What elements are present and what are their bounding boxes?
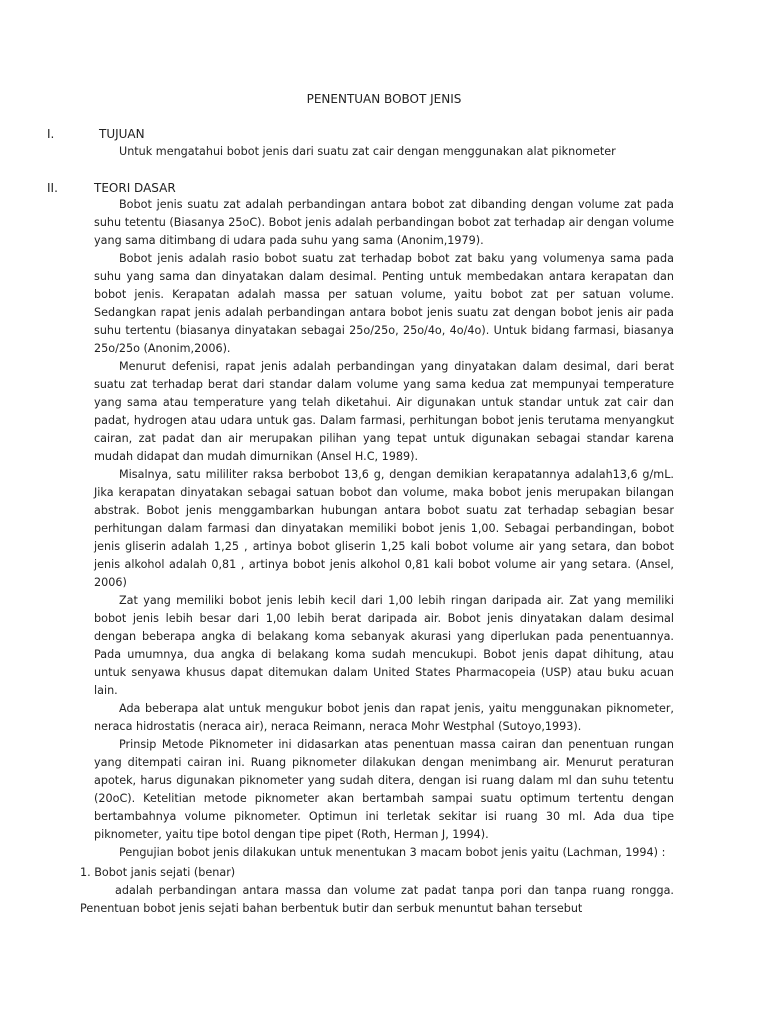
paragraph: Menurut defenisi, rapat jenis adalah perbandingan yang dinyatakan dalam desimal, dari berat suatu zat terhadap berat dari standar dalam volume yang sama kedua zat mempunyai temperature yang sama atau temperature yang telah diketahui. Air digunakan untuk standar untuk zat cair dan padat, hydrogen atau udara untuk gas. Dalam farmasi, perhitungan bobot jenis terutama menyangkut cairan, zat padat dan air merupakan pilihan yang tepat untuk digunakan sebagai standar karena mudah didapat dan mudah dimurnikan (Ansel H.C, 1989).: [94, 360, 674, 463]
paragraph: Pengujian bobot jenis dilakukan untuk menentukan 3 macam bobot jenis yaitu (Lachman, 1994) :: [119, 846, 666, 859]
paragraph: Prinsip Metode Piknometer ini didasarkan atas penentuan massa cairan dan penentuan rungan yang ditempati cairan ini. Ruang piknometer dilakukan dengan menimbang air. Menurut peraturan apotek, harus digunakan piknometer yang sudah ditera, dengan isi ruang dalam ml dan suhu tetentu (20oC). Ketelitian metode piknometer akan bertambah sampai suatu optimum tertentu dengan bertambahnya volume piknometer. Optimun ini terletak sekitar isi ruang 30 ml. Ada dua tipe piknometer, yaitu tipe botol dengan tipe pipet (Roth, Herman J, 1994).: [94, 738, 674, 841]
paragraph: Bobot jenis adalah rasio bobot suatu zat terhadap bobot zat baku yang volumenya sama pada suhu yang sama dan dinyatakan dalam desimal. Penting untuk membedakan antara kerapatan dan bobot jenis. Kerapatan adalah massa per satuan volume, yaitu bobot zat per satuan volume. Sedangkan rapat jenis adalah perbandingan antara bobot jenis suatu zat dengan bobot jenis air pada suhu tertentu (biasanya dinyatakan sebagai 25o/25o, 25o/4o, 4o/4o). Untuk bidang farmasi, biasanya 25o/25o (Anonim,2006).: [94, 252, 674, 355]
tujuan-text: Untuk mengatahui bobot jenis dari suatu zat cair dengan menggunakan alat piknometer: [119, 145, 616, 158]
paragraph: Zat yang memiliki bobot jenis lebih kecil dari 1,00 lebih ringan daripada air. Zat yang memiliki bobot jenis lebih besar dari 1,00 lebih berat daripada air. Bobot jenis dinyatakan dalam desimal dengan beberapa angka di belakang koma sebanyak akurasi yang diperlukan pada penentuannya. Pada umumnya, dua angka di belakang koma sudah mencukupi. Bobot jenis dapat dihitung, atau untuk senyawa khusus dapat ditemukan dalam United States Pharmacopeia (USP) atau buku acuan lain.: [94, 594, 674, 697]
paragraph: Bobot jenis suatu zat adalah perbandingan antara bobot zat dibanding dengan volume zat pada suhu tetentu (Biasanya 25oC). Bobot jenis adalah perbandingan bobot zat terhadap air dengan volume yang sama ditimbang di udara pada suhu yang sama (Anonim,1979).: [94, 198, 674, 247]
list-item: 1. Bobot janis sejati (benar): [80, 866, 236, 879]
document-title: PENENTUAN BOBOT JENIS: [306, 92, 462, 106]
section-teori-dasar-body: [94, 196, 674, 862]
section-heading-tujuan: TUJUAN: [99, 127, 145, 141]
section-tujuan-body: [94, 143, 674, 161]
paragraph: Ada beberapa alat untuk mengukur bobot jenis dan rapat jenis, yaitu menggunakan piknometer, neraca hidrostatis (neraca air), neraca Reimann, neraca Mohr Westphal (Sutoyo,1993).: [94, 702, 674, 733]
section-number-1: I.: [47, 127, 55, 141]
paragraph: Misalnya, satu mililiter raksa berbobot 13,6 g, dengan demikian kerapatannya adalah13,6 g/mL. Jika kerapatan dinyatakan sebagai satuan bobot dan volume, maka bobot jenis merupakan bilangan abstrak. Bobot jenis menggambarkan hubungan antara bobot suatu zat terhadap sebagian besar perhitungan dalam farmasi dan dinyatakan memiliki bobot jenis 1,00. Sebagai perbandingan, bobot jenis gliserin adalah 1,25 , artinya bobot gliserin 1,25 kali bobot volume air yang setara, dan bobot jenis alkohol adalah 0,81 , artinya bobot jenis alkohol 0,81 kali bobot volume air yang setara. (Ansel, 2006): [94, 468, 674, 589]
list-item-text: adalah perbandingan antara massa dan volume zat padat tanpa pori dan tanpa ruang rongga. Penentuan bobot jenis sejati bahan berbentuk butir dan serbuk menuntut bahan tersebut: [80, 884, 674, 915]
section-heading-teori-dasar: TEORI DASAR: [94, 181, 176, 195]
section-number-2: II.: [47, 181, 58, 195]
list-block: [80, 864, 674, 918]
